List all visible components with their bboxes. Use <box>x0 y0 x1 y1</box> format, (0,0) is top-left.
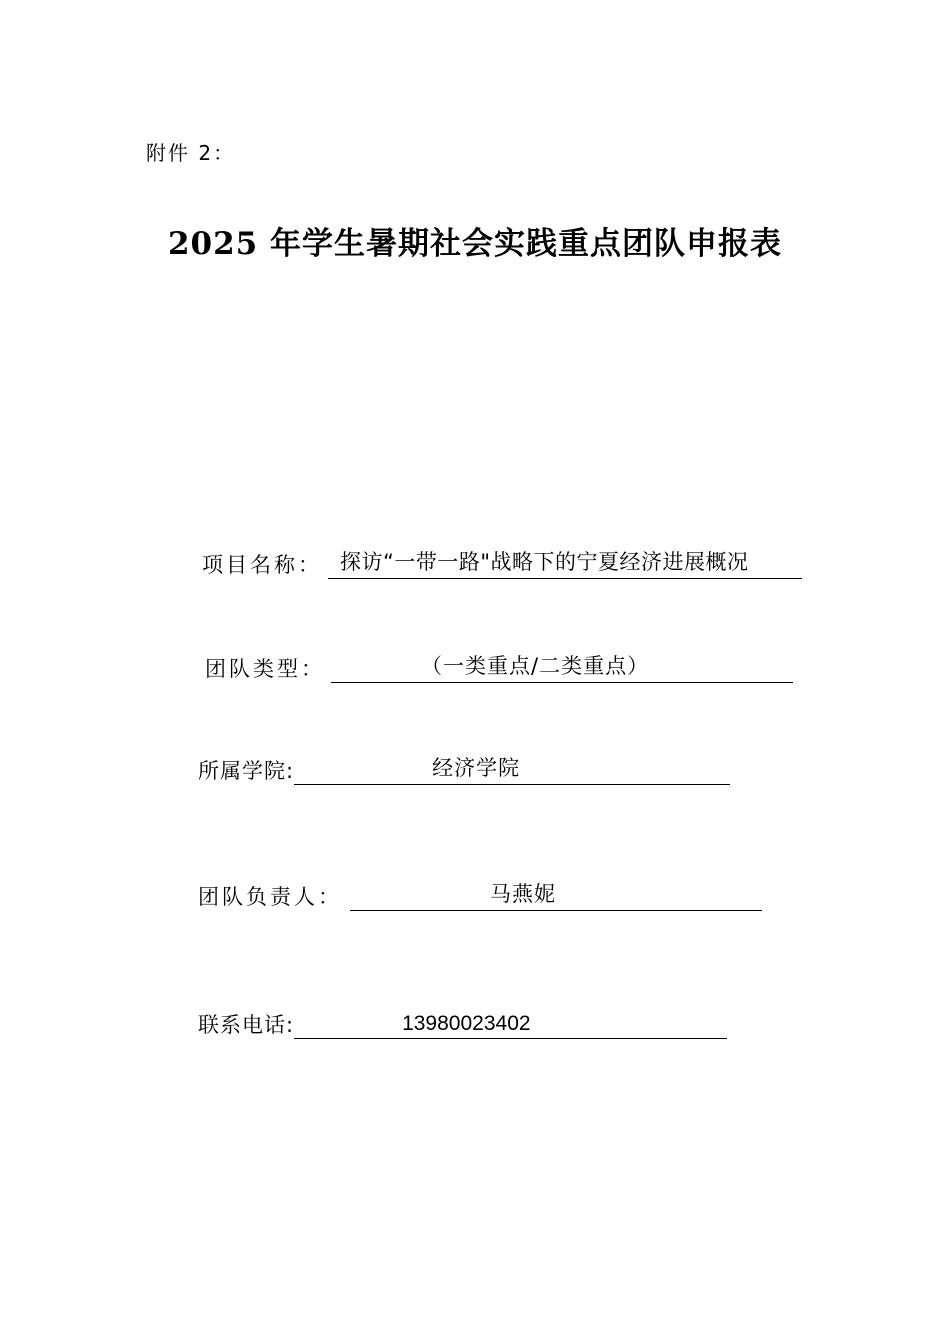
project-name-label: 项目名称： <box>202 553 322 577</box>
team-type-label: 团队类型： <box>205 657 325 681</box>
college-value: 经济学院 <box>432 756 521 780</box>
phone-value: 13980023402 <box>402 1012 531 1035</box>
team-leader-label: 团队负责人： <box>198 885 342 909</box>
team-type-value: （一类重点/二类重点） <box>421 654 650 678</box>
attachment-label: 附件 2： <box>146 141 236 165</box>
team-leader-line <box>350 880 762 911</box>
team-type-field <box>205 652 793 683</box>
college-field <box>198 754 730 785</box>
phone-line <box>294 1008 727 1039</box>
phone-label: 联系电话: <box>198 1013 295 1037</box>
team-leader-field <box>198 880 762 911</box>
project-name-value: 探访“一带一路"战略下的宁夏经济进展概况 <box>340 550 749 574</box>
project-name-line <box>328 548 802 579</box>
team-leader-value: 马燕妮 <box>490 882 556 906</box>
team-type-line <box>331 652 793 683</box>
project-name-field <box>202 548 802 579</box>
phone-field <box>198 1008 727 1039</box>
college-line <box>294 754 730 785</box>
page-title: 2025 年学生暑期社会实践重点团队申报表 <box>167 226 783 262</box>
college-label: 所属学院: <box>198 759 295 783</box>
